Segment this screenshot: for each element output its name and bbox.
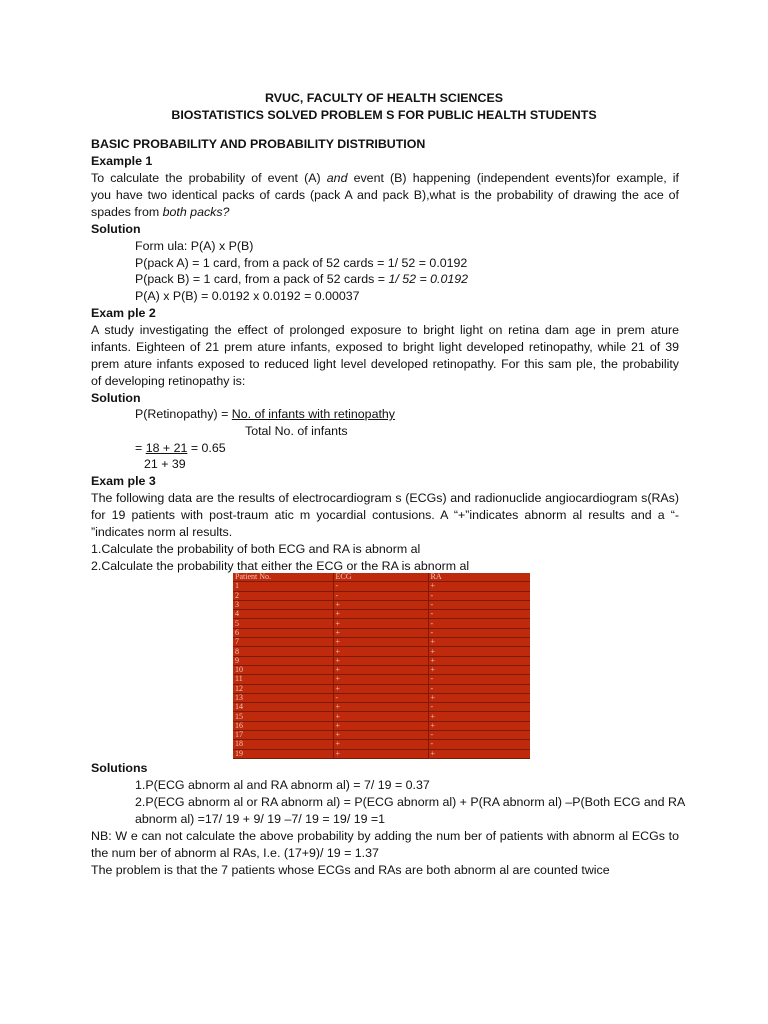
table-row — [233, 619, 530, 628]
table-row — [233, 628, 530, 637]
ecg-cell: + — [333, 740, 428, 749]
solution-1: 1.P(ECG abnorm al and RA abnorm al) = 7/ 19 = 0.37 — [135, 778, 430, 792]
retinopathy-probability: P(Retinopathy) = No. of infants with retinopathy — [135, 407, 395, 421]
ra-cell: - — [428, 675, 530, 684]
table-row — [233, 712, 530, 721]
ecg-cell: - — [333, 582, 428, 591]
ecg-cell: + — [333, 749, 428, 758]
table-row — [233, 582, 530, 591]
example-3-text-line2: for 19 patients with post-traum atic m yocardial contusions. A “+”indicates abnorm al results and a “- — [91, 508, 679, 522]
document-subtitle: BIOSTATISTICS SOLVED PROBLEM S FOR PUBLIC HEALTH STUDENTS — [171, 108, 597, 122]
table-row — [233, 647, 530, 656]
patient-no-cell: 11 — [233, 675, 333, 684]
solution-2-line2: abnorm al) =17/ 19 + 9/ 19 –7/ 19 = 19/ 19 =1 — [135, 812, 386, 826]
ra-cell: - — [428, 610, 530, 619]
example-1-pack-b: P(pack B) = 1 card, from a pack of 52 cards = 1/ 52 = 0.0192 — [135, 272, 469, 286]
patient-no-cell: 14 — [233, 703, 333, 712]
ecg-ra-results-table — [233, 573, 530, 759]
example-1-solution-heading: Solution — [91, 222, 141, 236]
example-1-pack-a: P(pack A) = 1 card, from a pack of 52 cards = 1/ 52 = 0.0192 — [135, 256, 468, 270]
patient-no-cell: 6 — [233, 628, 333, 637]
fraction-numerator: No. of infants with retinopathy — [231, 407, 395, 421]
note-line1: NB: W e can not calculate the above probability by adding the num ber of patients with abnorm al ECGs to — [91, 829, 679, 843]
ra-cell: + — [428, 749, 530, 758]
ecg-cell: + — [333, 610, 428, 619]
question-2: 2.Calculate the probability that either the ECG or the RA is abnorm al — [91, 559, 470, 573]
ra-cell: + — [428, 712, 530, 721]
table-row — [233, 740, 530, 749]
document-title: RVUC, FACULTY OF HEALTH SCIENCES — [265, 91, 503, 105]
solutions-heading: Solutions — [91, 761, 148, 775]
example-2-text-line1: A study investigating the effect of prolonged exposure to bright light on retina dam age in prem ature — [91, 323, 679, 337]
example-1-result: P(A) x P(B) = 0.0192 x 0.0192 = 0.00037 — [135, 289, 360, 303]
patient-no-cell: 17 — [233, 731, 333, 740]
patient-no-cell: 12 — [233, 684, 333, 693]
example-2-solution-heading: Solution — [91, 391, 141, 405]
table-row — [233, 600, 530, 609]
example-2-text-line3: prem ature infants exposed to reduced light level developed retinopathy. For this sam ple, the probability — [91, 357, 679, 371]
ecg-cell: + — [333, 619, 428, 628]
table-row — [233, 721, 530, 730]
patient-no-cell: 15 — [233, 712, 333, 721]
table-row — [233, 591, 530, 600]
note-line3: The problem is that the 7 patients whose ECGs and RAs are both abnorm al are counted twice — [91, 863, 610, 877]
table-row — [233, 684, 530, 693]
patient-no-cell: 13 — [233, 693, 333, 702]
example-2-text-line2: infants. Eighteen of 21 prem ature infants, exposed to bright light developed retinopathy, while 21 of 39 — [91, 340, 679, 354]
ecg-cell: + — [333, 675, 428, 684]
patient-no-cell: 9 — [233, 656, 333, 665]
patient-no-cell: 16 — [233, 721, 333, 730]
ecg-cell: + — [333, 638, 428, 647]
ecg-cell: + — [333, 721, 428, 730]
patient-no-cell: 18 — [233, 740, 333, 749]
table-row — [233, 731, 530, 740]
ecg-cell: - — [333, 591, 428, 600]
ra-cell: - — [428, 591, 530, 600]
ecg-cell: + — [333, 703, 428, 712]
ra-cell: - — [428, 600, 530, 609]
ecg-cell: + — [333, 684, 428, 693]
patient-no-cell: 19 — [233, 749, 333, 758]
ra-cell: + — [428, 638, 530, 647]
table-header-row — [233, 573, 530, 582]
ra-cell: - — [428, 731, 530, 740]
ra-cell: + — [428, 647, 530, 656]
section-title: BASIC PROBABILITY AND PROBABILITY DISTRIBUTION — [91, 137, 426, 151]
ra-cell: - — [428, 684, 530, 693]
table-row — [233, 638, 530, 647]
calculation-denominator: 21 + 39 — [144, 457, 186, 471]
table-row — [233, 610, 530, 619]
ecg-cell: + — [333, 656, 428, 665]
ecg-cell: - — [333, 693, 428, 702]
patient-no-cell: 1 — [233, 582, 333, 591]
table-row — [233, 665, 530, 674]
example-1-text-line3: spades from both packs? — [91, 205, 230, 219]
table-row — [233, 693, 530, 702]
example-1-text-line1: To calculate the probability of event (A) and event (B) happening (independent events)for example, if — [91, 171, 680, 185]
fraction-denominator: Total No. of infants — [245, 424, 348, 438]
ra-cell: + — [428, 693, 530, 702]
ra-cell: + — [428, 665, 530, 674]
ra-cell: - — [428, 628, 530, 637]
ecg-cell: + — [333, 647, 428, 656]
example-3-heading: Exam ple 3 — [91, 474, 156, 488]
example-2-heading: Exam ple 2 — [91, 306, 156, 320]
patient-no-cell: 2 — [233, 591, 333, 600]
table-row — [233, 703, 530, 712]
patient-no-cell: 8 — [233, 647, 333, 656]
example-3-text-line1: The following data are the results of electrocardiogram s (ECGs) and radionuclide angiocardiogram s(RAs) — [91, 491, 679, 505]
ra-cell: + — [428, 582, 530, 591]
patient-no-cell: 7 — [233, 638, 333, 647]
example-2-text-line4: of developing retinopathy is: — [91, 374, 246, 388]
header-ecg: ECG — [333, 573, 428, 582]
note-line2: the num ber of abnorm al RAs, I.e. (17+9)/ 19 = 1.37 — [91, 846, 379, 860]
ecg-cell: + — [333, 665, 428, 674]
table-row — [233, 675, 530, 684]
ecg-cell: + — [333, 600, 428, 609]
patient-no-cell: 3 — [233, 600, 333, 609]
table-row — [233, 656, 530, 665]
calculation-line: = 18 + 21 = 0.65 — [135, 441, 226, 455]
ra-cell: + — [428, 721, 530, 730]
ra-cell: - — [428, 740, 530, 749]
ra-cell: - — [428, 619, 530, 628]
example-1-formula: Form ula: P(A) x P(B) — [135, 239, 254, 253]
ra-cell: - — [428, 703, 530, 712]
patient-no-cell: 4 — [233, 610, 333, 619]
example-1-text-line2: you have two identical packs of cards (pack A and pack B),what is the probability of drawing the ace of — [91, 188, 679, 202]
example-3-text-line3: ”indicates norm al results. — [91, 525, 233, 539]
patient-no-cell: 10 — [233, 665, 333, 674]
ra-cell: + — [428, 656, 530, 665]
patient-no-cell: 5 — [233, 619, 333, 628]
ecg-cell: + — [333, 712, 428, 721]
table-row — [233, 749, 530, 758]
header-patient-no: Patient No. — [233, 573, 333, 582]
ecg-cell: + — [333, 731, 428, 740]
solution-2-line1: 2.P(ECG abnorm al or RA abnorm al) = P(ECG abnorm al) + P(RA abnorm al) –P(Both ECG and RA — [135, 795, 686, 809]
header-ra: RA — [428, 573, 530, 582]
ecg-cell: + — [333, 628, 428, 637]
example-1-heading: Example 1 — [91, 154, 153, 168]
question-1: 1.Calculate the probability of both ECG and RA is abnorm al — [91, 542, 421, 556]
